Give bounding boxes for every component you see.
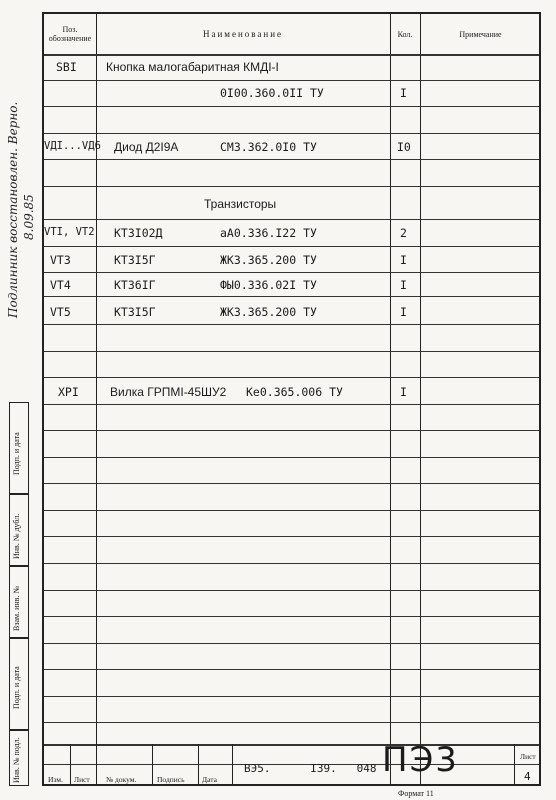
doc-code: ВЭ5. I39. 048 bbox=[244, 762, 377, 775]
row-name-vd: Диод Д2I9А bbox=[114, 140, 179, 154]
row-pos-vt5: VT5 bbox=[50, 305, 71, 319]
side-label: Взам. инв. № bbox=[12, 585, 21, 631]
row-rule bbox=[44, 590, 539, 591]
row-rule bbox=[44, 696, 539, 697]
row-name-vt12: КТ3I02Д bbox=[114, 226, 163, 240]
row-name-sbi: Кнопка малогабаритная КМДI-I bbox=[106, 60, 279, 74]
row-spec-vt5: ЖК3.365.200 ТУ bbox=[220, 305, 317, 319]
row-rule bbox=[44, 483, 539, 484]
tb-label-doc: № докум. bbox=[106, 775, 137, 784]
section-heading-transistors: Транзисторы bbox=[204, 197, 277, 211]
row-rule bbox=[44, 219, 539, 220]
side-label: Подп. и дата bbox=[12, 432, 21, 475]
row-rule bbox=[44, 186, 539, 187]
row-rule bbox=[44, 80, 539, 81]
side-stamp-orig-inv bbox=[9, 730, 29, 786]
format-label: Формат 11 bbox=[398, 789, 434, 798]
row-rule bbox=[44, 272, 539, 273]
row-pos-xp1: XPI bbox=[58, 385, 79, 399]
row-qty-sbi: I bbox=[400, 86, 407, 100]
row-rule bbox=[44, 643, 539, 644]
row-rule bbox=[44, 457, 539, 458]
row-name-vt3: КТ3I5Г bbox=[114, 253, 156, 267]
row-rule bbox=[44, 563, 539, 564]
row-rule bbox=[44, 296, 539, 297]
header-note: Примечание bbox=[459, 29, 502, 39]
row-rule bbox=[44, 536, 539, 537]
tb-label-sign: Подпись bbox=[157, 775, 185, 784]
row-rule bbox=[44, 430, 539, 431]
row-spec-vt4: ФЫ0.336.02I ТУ bbox=[220, 278, 317, 292]
row-qty-xp1: I bbox=[400, 385, 407, 399]
row-qty-vt5: I bbox=[400, 305, 407, 319]
row-qty-vd: I0 bbox=[397, 140, 411, 154]
header-qty: Кол. bbox=[397, 29, 413, 39]
row-rule bbox=[44, 510, 539, 511]
row-rule bbox=[44, 351, 539, 352]
tb-label-list: Лист bbox=[74, 775, 90, 784]
sheet-label: Лист bbox=[520, 752, 536, 761]
row-name-vt4: КТ36IГ bbox=[114, 278, 156, 292]
row-qty-vt4: I bbox=[400, 278, 407, 292]
row-rule bbox=[44, 246, 539, 247]
row-rule bbox=[44, 722, 539, 723]
sheet-rule bbox=[514, 764, 539, 765]
side-stamp-dup-inv bbox=[9, 494, 29, 566]
row-qty-vt12: 2 bbox=[400, 226, 407, 240]
row-rule bbox=[44, 133, 539, 134]
side-stamp-sign-date-1 bbox=[9, 402, 29, 494]
side-stamp-sign-date-2 bbox=[9, 638, 29, 730]
row-spec-vt12: аА0.336.I22 ТУ bbox=[220, 226, 317, 240]
spec-sheet-frame bbox=[42, 12, 541, 786]
side-label: Подп. и дата bbox=[12, 666, 21, 709]
tb-label-date: Дата bbox=[202, 775, 217, 784]
row-qty-vt3: I bbox=[400, 253, 407, 267]
side-stamp-replace-inv bbox=[9, 566, 29, 638]
row-rule bbox=[44, 404, 539, 405]
header-pos: Поз. обозначение bbox=[48, 25, 92, 43]
row-spec-xp1: Ке0.365.006 ТУ bbox=[246, 385, 343, 399]
row-rule bbox=[44, 106, 539, 107]
row-rule bbox=[44, 669, 539, 670]
side-label: Инв. № дубл. bbox=[12, 513, 21, 559]
row-rule bbox=[44, 616, 539, 617]
doc-code-big: ПЭ3 bbox=[382, 740, 459, 780]
handwritten-date: 8.09.85 bbox=[22, 194, 36, 240]
row-rule bbox=[44, 324, 539, 325]
row-pos-vd: VДI...VД6 bbox=[44, 140, 101, 152]
row-rule bbox=[44, 159, 539, 160]
row-spec-sbi: 0I00.360.0II ТУ bbox=[220, 86, 324, 100]
row-spec-vt3: ЖК3.365.200 ТУ bbox=[220, 253, 317, 267]
header-rule bbox=[44, 54, 539, 56]
row-pos-vt12: VTI, VT2 bbox=[44, 226, 95, 238]
row-name-vt5: КТ3I5Г bbox=[114, 305, 156, 319]
header-name: Наименование bbox=[202, 28, 284, 39]
row-rule bbox=[44, 377, 539, 378]
row-pos-vt4: VT4 bbox=[50, 278, 71, 292]
row-spec-vd: СМ3.362.0I0 ТУ bbox=[220, 140, 317, 154]
side-label: Инв. № подл. bbox=[12, 737, 21, 783]
tb-label-izm: Изм. bbox=[48, 775, 63, 784]
row-pos-vt3: VT3 bbox=[50, 253, 71, 267]
row-pos-sbi: SBI bbox=[56, 60, 77, 74]
sheet-number: 4 bbox=[524, 770, 531, 783]
row-name-xp1: Вилка ГРПМI-45ШУ2 bbox=[110, 385, 227, 399]
handwritten-restoration-note: Подлинник восстановлен. Верно. bbox=[6, 101, 20, 318]
